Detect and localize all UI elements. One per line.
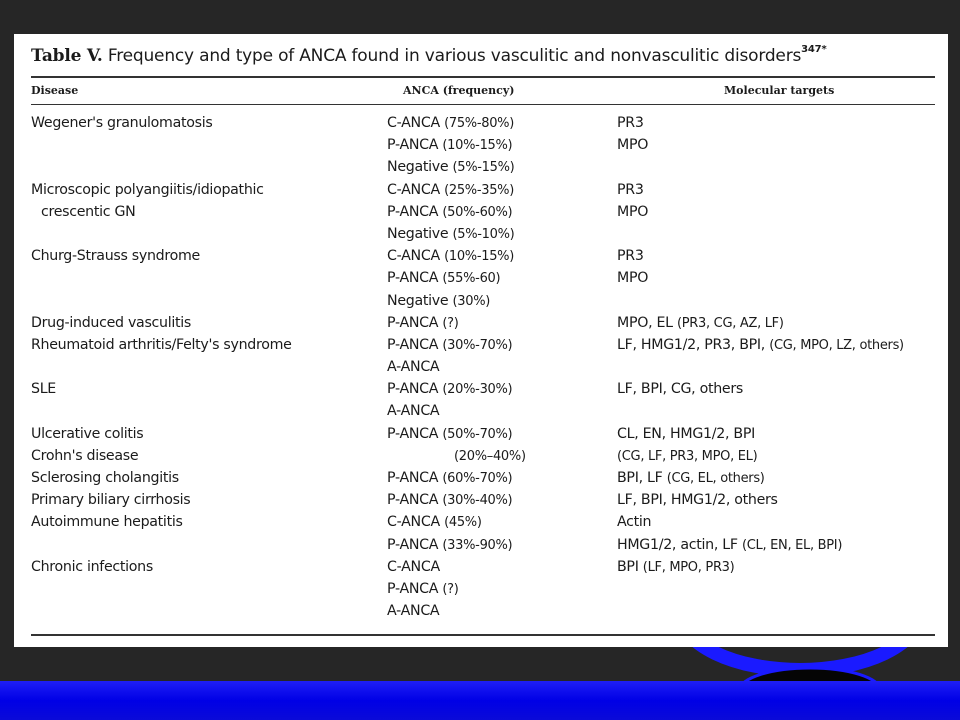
cell-anca	[387, 267, 500, 290]
target-main: HMG1/2, actin, LF	[617, 536, 738, 553]
anca-frequency: (50%-60%)	[442, 204, 513, 220]
cell-targets	[617, 423, 755, 446]
cell-anca	[387, 445, 526, 468]
table-row	[14, 467, 948, 489]
cell-targets	[617, 378, 743, 401]
anca-type: P-ANCA	[387, 425, 439, 442]
cell-disease: Wegener's granulomatosis	[31, 115, 213, 131]
anca-frequency: (20%–40%)	[454, 448, 526, 464]
target-main: MPO	[617, 203, 649, 220]
header-anca-frequency: ANCA (frequency)	[403, 84, 515, 97]
anca-type: C-ANCA	[387, 248, 440, 265]
cell-anca	[387, 290, 490, 313]
cell-anca	[387, 423, 512, 446]
anca-type: P-ANCA	[387, 470, 439, 486]
anca-frequency: (55%-60)	[442, 271, 501, 287]
anca-type: Negative	[387, 225, 449, 242]
cell-targets	[617, 556, 734, 579]
target-main: Actin	[617, 514, 652, 531]
cell-anca	[387, 356, 439, 379]
cell-anca	[387, 511, 482, 534]
header-disease: Disease	[31, 84, 79, 97]
table-title	[31, 46, 826, 66]
target-parenthetical: (CG, MPO, LZ, others)	[769, 337, 904, 353]
target-main: LF, HMG1/2, PR3, BPI,	[617, 336, 765, 353]
cell-disease: Microscopic polyangiitis/idiopathic	[31, 181, 264, 198]
cell-anca	[387, 534, 512, 557]
anca-type: C-ANCA	[387, 558, 440, 575]
table-card	[14, 34, 948, 647]
anca-type: P-ANCA	[387, 336, 439, 353]
cell-targets	[617, 489, 778, 512]
cell-anca	[387, 312, 459, 335]
target-main: LF, BPI, HMG1/2, others	[617, 492, 778, 509]
table-row	[14, 179, 948, 201]
anca-frequency: (30%-40%)	[442, 493, 513, 509]
table-row	[14, 600, 948, 622]
table-row	[14, 245, 948, 267]
anca-frequency: (75%-80%)	[444, 116, 515, 131]
cell-targets	[617, 511, 651, 534]
cell-disease: Chronic infections	[31, 558, 153, 575]
table-row	[14, 378, 948, 400]
target-parenthetical: (CL, EN, EL, BPI)	[741, 537, 843, 553]
target-main: PR3	[617, 248, 644, 265]
anca-frequency: (?)	[442, 581, 459, 597]
cell-anca	[387, 378, 512, 401]
cell-targets	[617, 179, 644, 202]
anca-type: C-ANCA	[387, 181, 440, 198]
table-row	[14, 312, 948, 334]
header-molecular-targets: Molecular targets	[724, 84, 835, 97]
anca-frequency: (5%-15%)	[452, 160, 515, 176]
table-row	[14, 334, 948, 356]
cell-disease: SLE	[31, 381, 56, 398]
cell-anca	[387, 156, 514, 179]
table-row	[14, 356, 948, 378]
target-parenthetical: (CG, EL, others)	[666, 471, 765, 486]
table-body	[14, 112, 948, 622]
cell-disease: Primary biliary cirrhosis	[31, 492, 191, 509]
table-row	[14, 201, 948, 223]
anca-type: C-ANCA	[387, 115, 440, 131]
target-main: BPI	[617, 558, 639, 575]
anca-type: P-ANCA	[387, 580, 439, 597]
cell-anca	[387, 400, 439, 423]
cell-disease: Ulcerative colitis	[31, 425, 144, 442]
target-parenthetical: (PR3, CG, AZ, LF)	[676, 315, 784, 331]
table-row	[14, 290, 948, 312]
reference-superscript: 347*	[801, 44, 827, 56]
anca-frequency: (?)	[442, 315, 459, 331]
table-row	[14, 112, 948, 134]
target-parenthetical: (CG, LF, PR3, MPO, EL)	[617, 448, 758, 464]
target-main: MPO	[617, 137, 649, 154]
table-row	[14, 534, 948, 556]
table-title-text: Frequency and type of ANCA found in various vasculitic and nonvasculitic disorders	[107, 46, 802, 66]
anca-type: Negative	[387, 292, 449, 309]
cell-targets	[617, 134, 648, 157]
target-main: MPO	[617, 270, 649, 287]
anca-type: A-ANCA	[387, 403, 440, 420]
cell-anca	[387, 489, 512, 512]
cell-anca	[387, 600, 439, 623]
cell-anca	[387, 578, 459, 601]
anca-type: A-ANCA	[387, 603, 440, 620]
cell-disease: Sclerosing cholangitis	[31, 470, 179, 486]
anca-type: P-ANCA	[387, 492, 439, 509]
table-row	[14, 511, 948, 533]
anca-type: P-ANCA	[387, 381, 439, 398]
anca-frequency: (5%-10%)	[452, 226, 515, 242]
anca-frequency: (20%-30%)	[442, 382, 513, 398]
anca-frequency: (10%-15%)	[444, 249, 515, 265]
anca-frequency: (60%-70%)	[442, 471, 513, 486]
anca-frequency: (30%)	[452, 293, 491, 309]
anca-frequency: (10%-15%)	[442, 138, 513, 154]
target-main: BPI, LF	[617, 470, 663, 486]
cell-targets	[617, 245, 644, 268]
cell-targets	[617, 467, 765, 490]
table-row	[14, 267, 948, 289]
anca-type: Negative	[387, 159, 449, 176]
table-row	[14, 156, 948, 178]
table-row	[14, 400, 948, 422]
target-main: MPO, EL	[617, 314, 673, 331]
bottom-blue-band	[0, 681, 960, 720]
anca-type: P-ANCA	[387, 137, 439, 154]
cell-disease: Rheumatoid arthritis/Felty's syndrome	[31, 336, 292, 353]
cell-targets	[617, 534, 842, 557]
cell-anca	[387, 201, 512, 224]
bottom-rule	[31, 634, 935, 636]
anca-frequency: (30%-70%)	[442, 337, 513, 353]
anca-frequency: (25%-35%)	[444, 182, 515, 198]
anca-type: C-ANCA	[387, 514, 440, 531]
target-main: PR3	[617, 115, 644, 131]
cell-anca	[387, 223, 514, 246]
table-label: Table V.	[31, 46, 103, 66]
cell-disease: Drug-induced vasculitis	[31, 314, 192, 331]
cell-disease: crescentic GN	[41, 203, 136, 220]
cell-targets	[617, 112, 644, 135]
cell-disease: Churg-Strauss syndrome	[31, 248, 200, 265]
anca-frequency: (33%-90%)	[442, 537, 513, 553]
table-row	[14, 423, 948, 445]
cell-anca	[387, 134, 512, 157]
anca-type: A-ANCA	[387, 359, 440, 376]
cell-targets	[617, 312, 784, 335]
header-rule	[31, 104, 935, 105]
cell-anca	[387, 467, 512, 490]
top-rule	[31, 76, 935, 78]
target-main: PR3	[617, 181, 644, 198]
table-row	[14, 578, 948, 600]
cell-targets	[617, 334, 904, 357]
table-row	[14, 445, 948, 467]
anca-type: P-ANCA	[387, 270, 439, 287]
cell-targets	[617, 445, 757, 468]
table-row	[14, 134, 948, 156]
anca-type: P-ANCA	[387, 203, 439, 220]
cell-anca	[387, 112, 514, 135]
cell-disease: Autoimmune hepatitis	[31, 514, 183, 531]
target-parenthetical: (LF, MPO, PR3)	[642, 559, 735, 575]
target-main: CL, EN, HMG1/2, BPI	[617, 425, 755, 442]
target-main: LF, BPI, CG, others	[617, 381, 743, 398]
anca-frequency: (45%)	[444, 515, 482, 531]
cell-anca	[387, 179, 514, 202]
cell-anca	[387, 556, 440, 579]
cell-anca	[387, 334, 512, 357]
table-row	[14, 223, 948, 245]
table-row	[14, 556, 948, 578]
cell-targets	[617, 267, 648, 290]
table-row	[14, 489, 948, 511]
anca-type: P-ANCA	[387, 536, 439, 553]
cell-disease: Crohn's disease	[31, 447, 139, 464]
anca-type: P-ANCA	[387, 314, 439, 331]
cell-targets	[617, 201, 648, 224]
anca-frequency: (50%-70%)	[442, 426, 513, 442]
cell-anca	[387, 245, 514, 268]
